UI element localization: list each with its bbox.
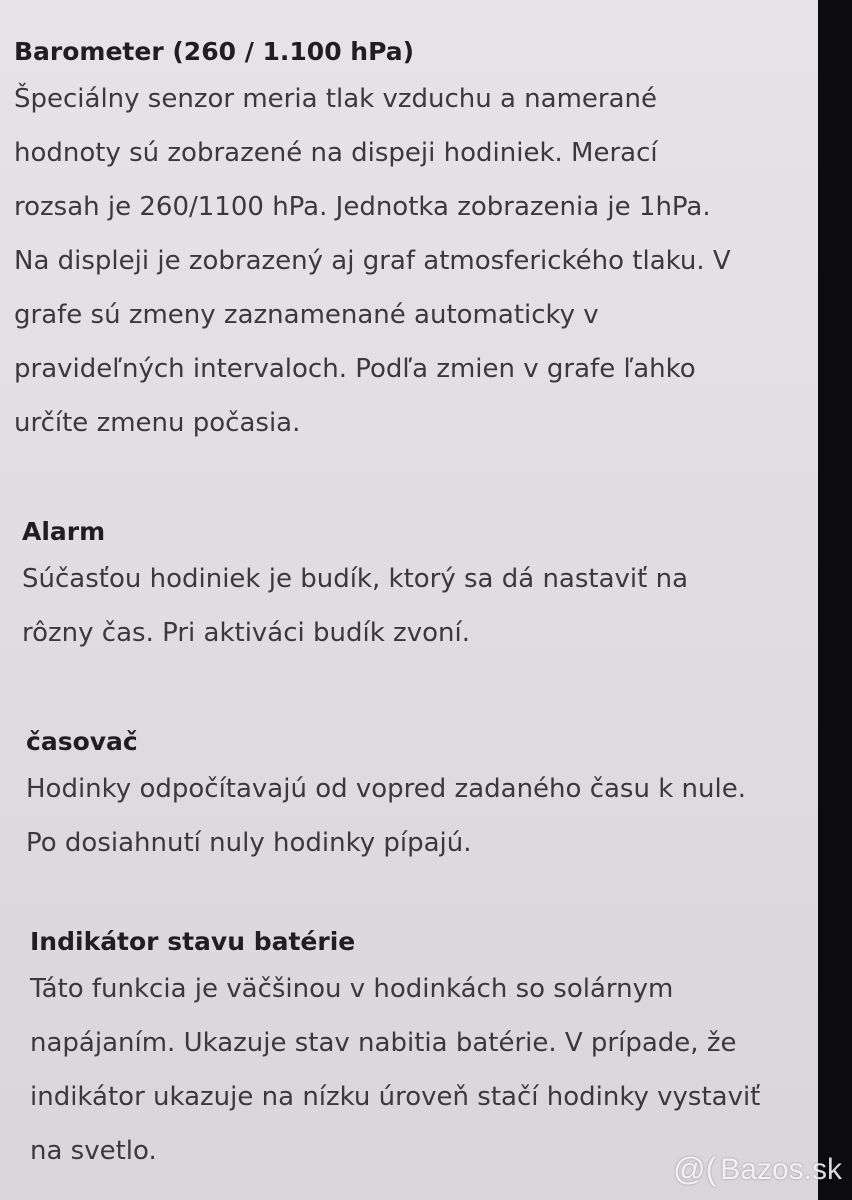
body-line: Súčasťou hodiniek je budík, ktorý sa dá nastaviť na — [22, 564, 689, 594]
body-line: grafe sú zmeny zaznamenané automaticky v — [14, 300, 599, 330]
body-line: na svetlo. — [30, 1136, 157, 1166]
body-line: rozsah je 260/1100 hPa. Jednotka zobrazenia je 1hPa. — [14, 192, 711, 222]
section-battery — [30, 926, 760, 1178]
section-body — [30, 962, 760, 1178]
section-body — [14, 72, 731, 450]
body-line: hodnoty sú zobrazené na dispeji hodiniek. Merací — [14, 138, 658, 168]
section-heading: časovač — [26, 727, 138, 756]
body-line: určíte zmenu počasia. — [14, 408, 301, 438]
body-line: Po dosiahnutí nuly hodinky pípajú. — [26, 828, 472, 858]
watermark-text: Bazos.sk — [720, 1152, 842, 1186]
body-line: Špeciálny senzor meria tlak vzduchu a namerané — [14, 84, 658, 114]
section-heading: Barometer (260 / 1.100 hPa) — [14, 37, 415, 66]
section-barometer — [14, 36, 731, 450]
body-line: Táto funkcia je väčšinou v hodinkách so solárnym — [30, 974, 674, 1004]
watermark — [673, 1151, 842, 1188]
section-alarm — [22, 516, 688, 660]
body-line: napájaním. Ukazuje stav nabitia batérie. V prípade, že — [30, 1028, 737, 1058]
body-line: pravideľných intervaloch. Podľa zmien v grafe ľahko — [14, 354, 696, 384]
section-body — [26, 762, 746, 870]
body-line: Hodinky odpočítavajú od vopred zadaného času k nule. — [26, 774, 746, 804]
section-timer — [26, 726, 746, 870]
section-body — [22, 552, 688, 660]
section-heading: Indikátor stavu batérie — [30, 927, 356, 956]
device-bezel — [818, 0, 852, 1200]
section-heading: Alarm — [22, 517, 106, 546]
body-line: rôzny čas. Pri aktiváci budík zvoní. — [22, 618, 470, 648]
body-line: Na displeji je zobrazený aj graf atmosferického tlaku. V — [14, 246, 731, 276]
body-line: indikátor ukazuje na nízku úroveň stačí hodinky vystaviť — [30, 1082, 761, 1112]
bazos-logo-icon: @( — [673, 1151, 717, 1187]
